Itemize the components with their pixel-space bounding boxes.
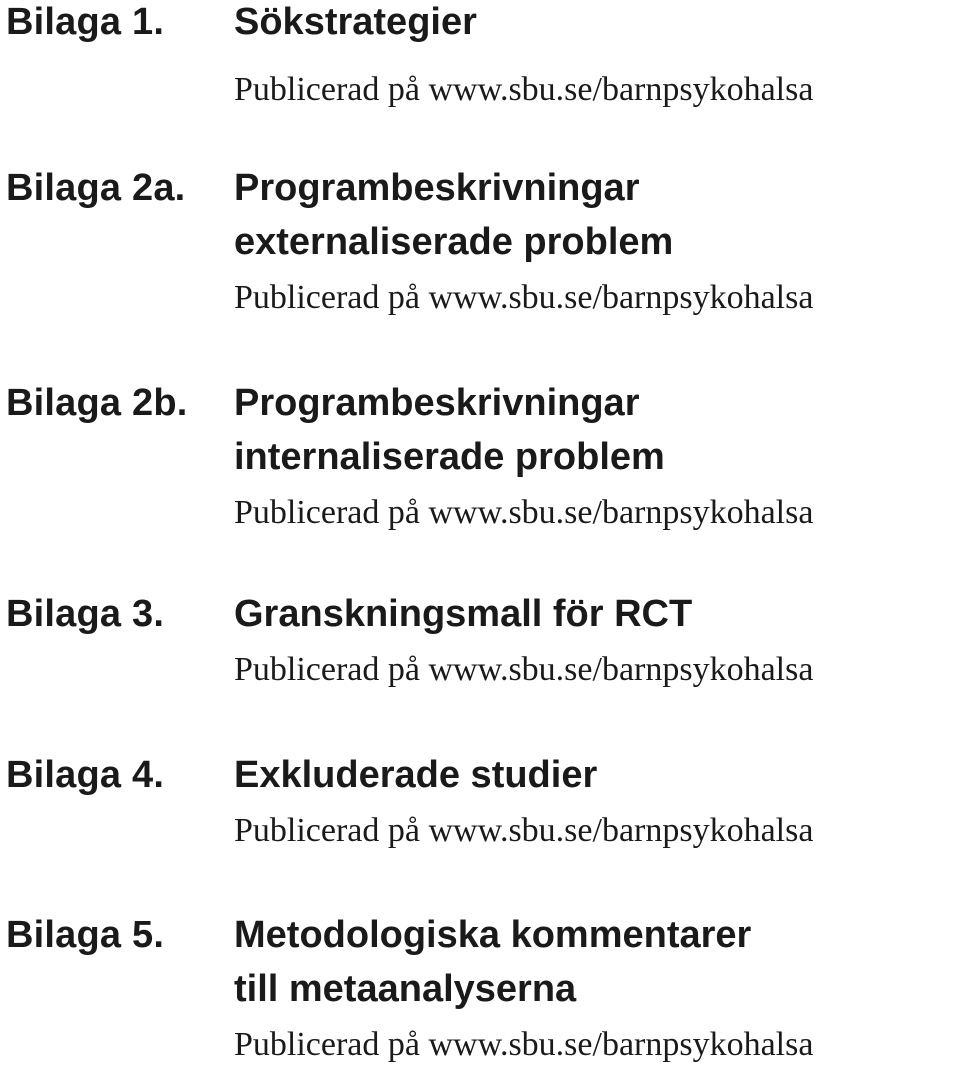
- appendix-title: Sökstrategier: [234, 1, 477, 43]
- appendix-content: [234, 908, 958, 1072]
- appendix-content: [234, 161, 958, 325]
- appendix-label: Bilaga 3.: [6, 593, 165, 635]
- published-link-text: Publicerad på www.sbu.se/barnpsykohalsa: [234, 1026, 814, 1063]
- appendix-title-continued: externaliserade problem: [234, 221, 674, 263]
- published-link-text: Publicerad på www.sbu.se/barnpsykohalsa: [234, 71, 814, 108]
- appendix-title: Metodologiska kommentarer: [234, 914, 752, 956]
- appendix-content: [234, 748, 958, 858]
- published-link-text: Publicerad på www.sbu.se/barnpsykohalsa: [234, 494, 814, 531]
- appendix-label: Bilaga 2a.: [6, 167, 186, 209]
- appendix-label: Bilaga 2b.: [6, 382, 188, 424]
- appendix-label: Bilaga 1.: [6, 1, 165, 43]
- appendix-label: Bilaga 4.: [6, 754, 165, 796]
- appendix-title: Exkluderade studier: [234, 754, 598, 796]
- published-link-text: Publicerad på www.sbu.se/barnpsykohalsa: [234, 651, 814, 688]
- published-link-text: Publicerad på www.sbu.se/barnpsykohalsa: [234, 279, 814, 316]
- published-link-text: Publicerad på www.sbu.se/barnpsykohalsa: [234, 812, 814, 849]
- appendix-content: [234, 0, 958, 117]
- appendix-title-continued: till metaanalyserna: [234, 968, 577, 1010]
- appendix-title-continued: internaliserade problem: [234, 436, 665, 478]
- appendix-title: Programbeskrivningar: [234, 382, 640, 424]
- appendix-content: [234, 376, 958, 540]
- appendix-content: [234, 587, 958, 697]
- appendix-title: Programbeskrivningar: [234, 167, 640, 209]
- appendix-title: Granskningsmall för RCT: [234, 593, 693, 635]
- appendix-label: Bilaga 5.: [6, 914, 165, 956]
